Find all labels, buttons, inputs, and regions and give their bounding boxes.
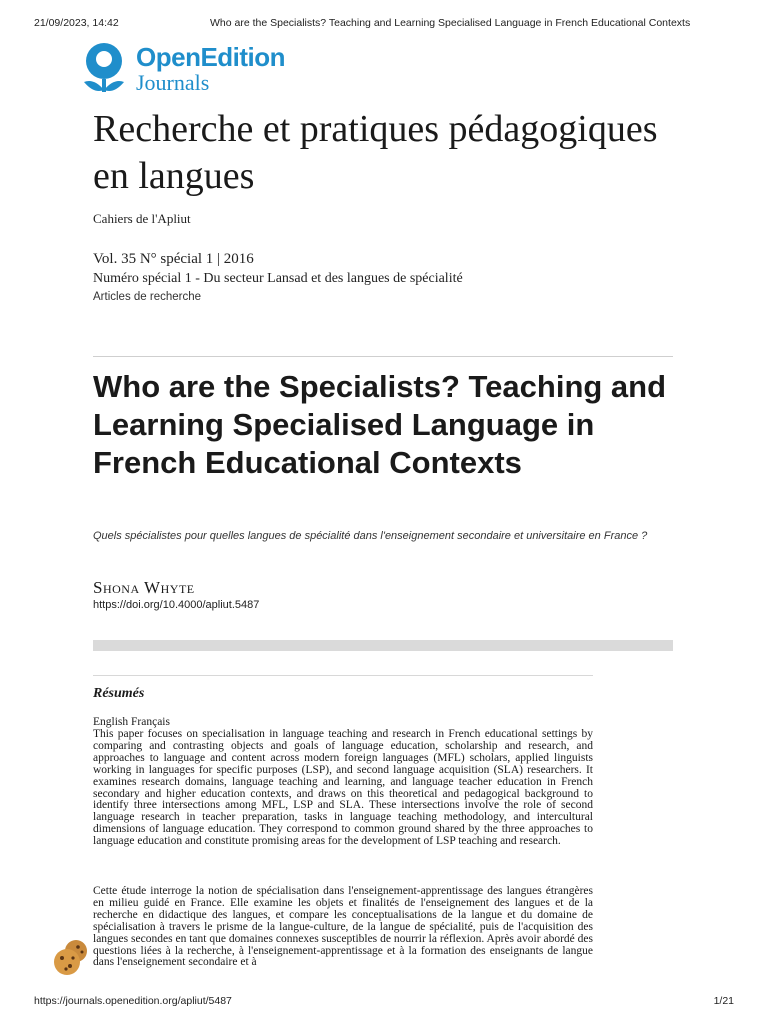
author-name[interactable]: Shona Whyte [93, 578, 195, 597]
journal-title[interactable]: Recherche et pratiques pédagogiques en langues [93, 108, 658, 197]
logo-sub-text: Journals [136, 70, 210, 95]
grey-separator-bar [93, 640, 673, 651]
abstract-language-links[interactable]: English Français [93, 716, 170, 728]
issue-title[interactable]: Numéro spécial 1 - Du secteur Lansad et des langues de spécialité [93, 271, 463, 286]
divider [93, 356, 673, 357]
openedition-flower-logo-icon [76, 40, 132, 98]
print-datetime: 21/09/2023, 14:42 [34, 17, 119, 29]
doi-link[interactable]: https://doi.org/10.4000/apliut.5487 [93, 599, 260, 611]
volume-info[interactable]: Vol. 35 N° spécial 1 | 2016 [93, 251, 254, 267]
abstract-french: Cette étude interroge la notion de spécialisation dans l'enseignement-apprentissage des langues étrangères en milieu guidé en France. Elle examine les objets et finalités de l'enseignement des langues et de la recherche en didactique des langues, et compare les conceptualisations de la langue et du domaine de spécialisation à travers le prisme de la langue-culture, de la langue de spécialité, puis de l'acquisition des langues secondes en tant que domaines connexes susceptibles de nourrir la réflexion. Après avoir abordé des questions liées à la recherche, à l'enseignement-apprentissage et à la formation des enseignants de langue dans l'enseignement secondaire et à [93, 886, 593, 969]
section-label: Articles de recherche [93, 291, 202, 303]
openedition-logo[interactable] [76, 40, 316, 100]
print-footer [0, 995, 768, 1009]
resumes-heading: Résumés [93, 686, 145, 701]
abstract-english: This paper focuses on specialisation in language teaching and research in French educational settings by comparing and contrasting objects and goals of language education, scholarship and research, and approaches to language and content across modern foreign languages (MFL) scholars, applied linguists working in languages for specific purposes (LSP), and second language acquisition (SLA) researchers. It examines research domains, language teaching and learning, and language teacher education in French secondary and higher education contexts, and draws on this theoretical and pedagogical background to identify three intersections among MFL, LSP and SLA. These intersections involve the role of second language research in teacher preparation, tasks in language teaching methodology, and intercultural dimensions of language education. They correspond to common ground shared by the three approaches to language education and constitute promising areas for the development of LSP teaching and research. [93, 728, 593, 848]
divider [93, 675, 593, 676]
print-url: https://journals.openedition.org/apliut/5487 [34, 995, 232, 1007]
article-subtitle: Quels spécialistes pour quelles langues de spécialité dans l'enseignement secondaire et universitaire en France ? [93, 530, 648, 542]
cookie-icon[interactable] [52, 938, 92, 976]
journal-subtitle: Cahiers de l'Apliut [93, 211, 191, 226]
print-page-title: Who are the Specialists? Teaching and Learning Specialised Language in French Educational Contexts [210, 17, 691, 29]
print-page-number: 1/21 [713, 995, 734, 1007]
logo-brand-text: OpenEdition [136, 42, 286, 72]
print-header [0, 17, 768, 31]
article-title: Who are the Specialists? Teaching and Learning Specialised Language in French Educational Contexts [93, 369, 667, 480]
cookie-graphic [52, 938, 92, 976]
